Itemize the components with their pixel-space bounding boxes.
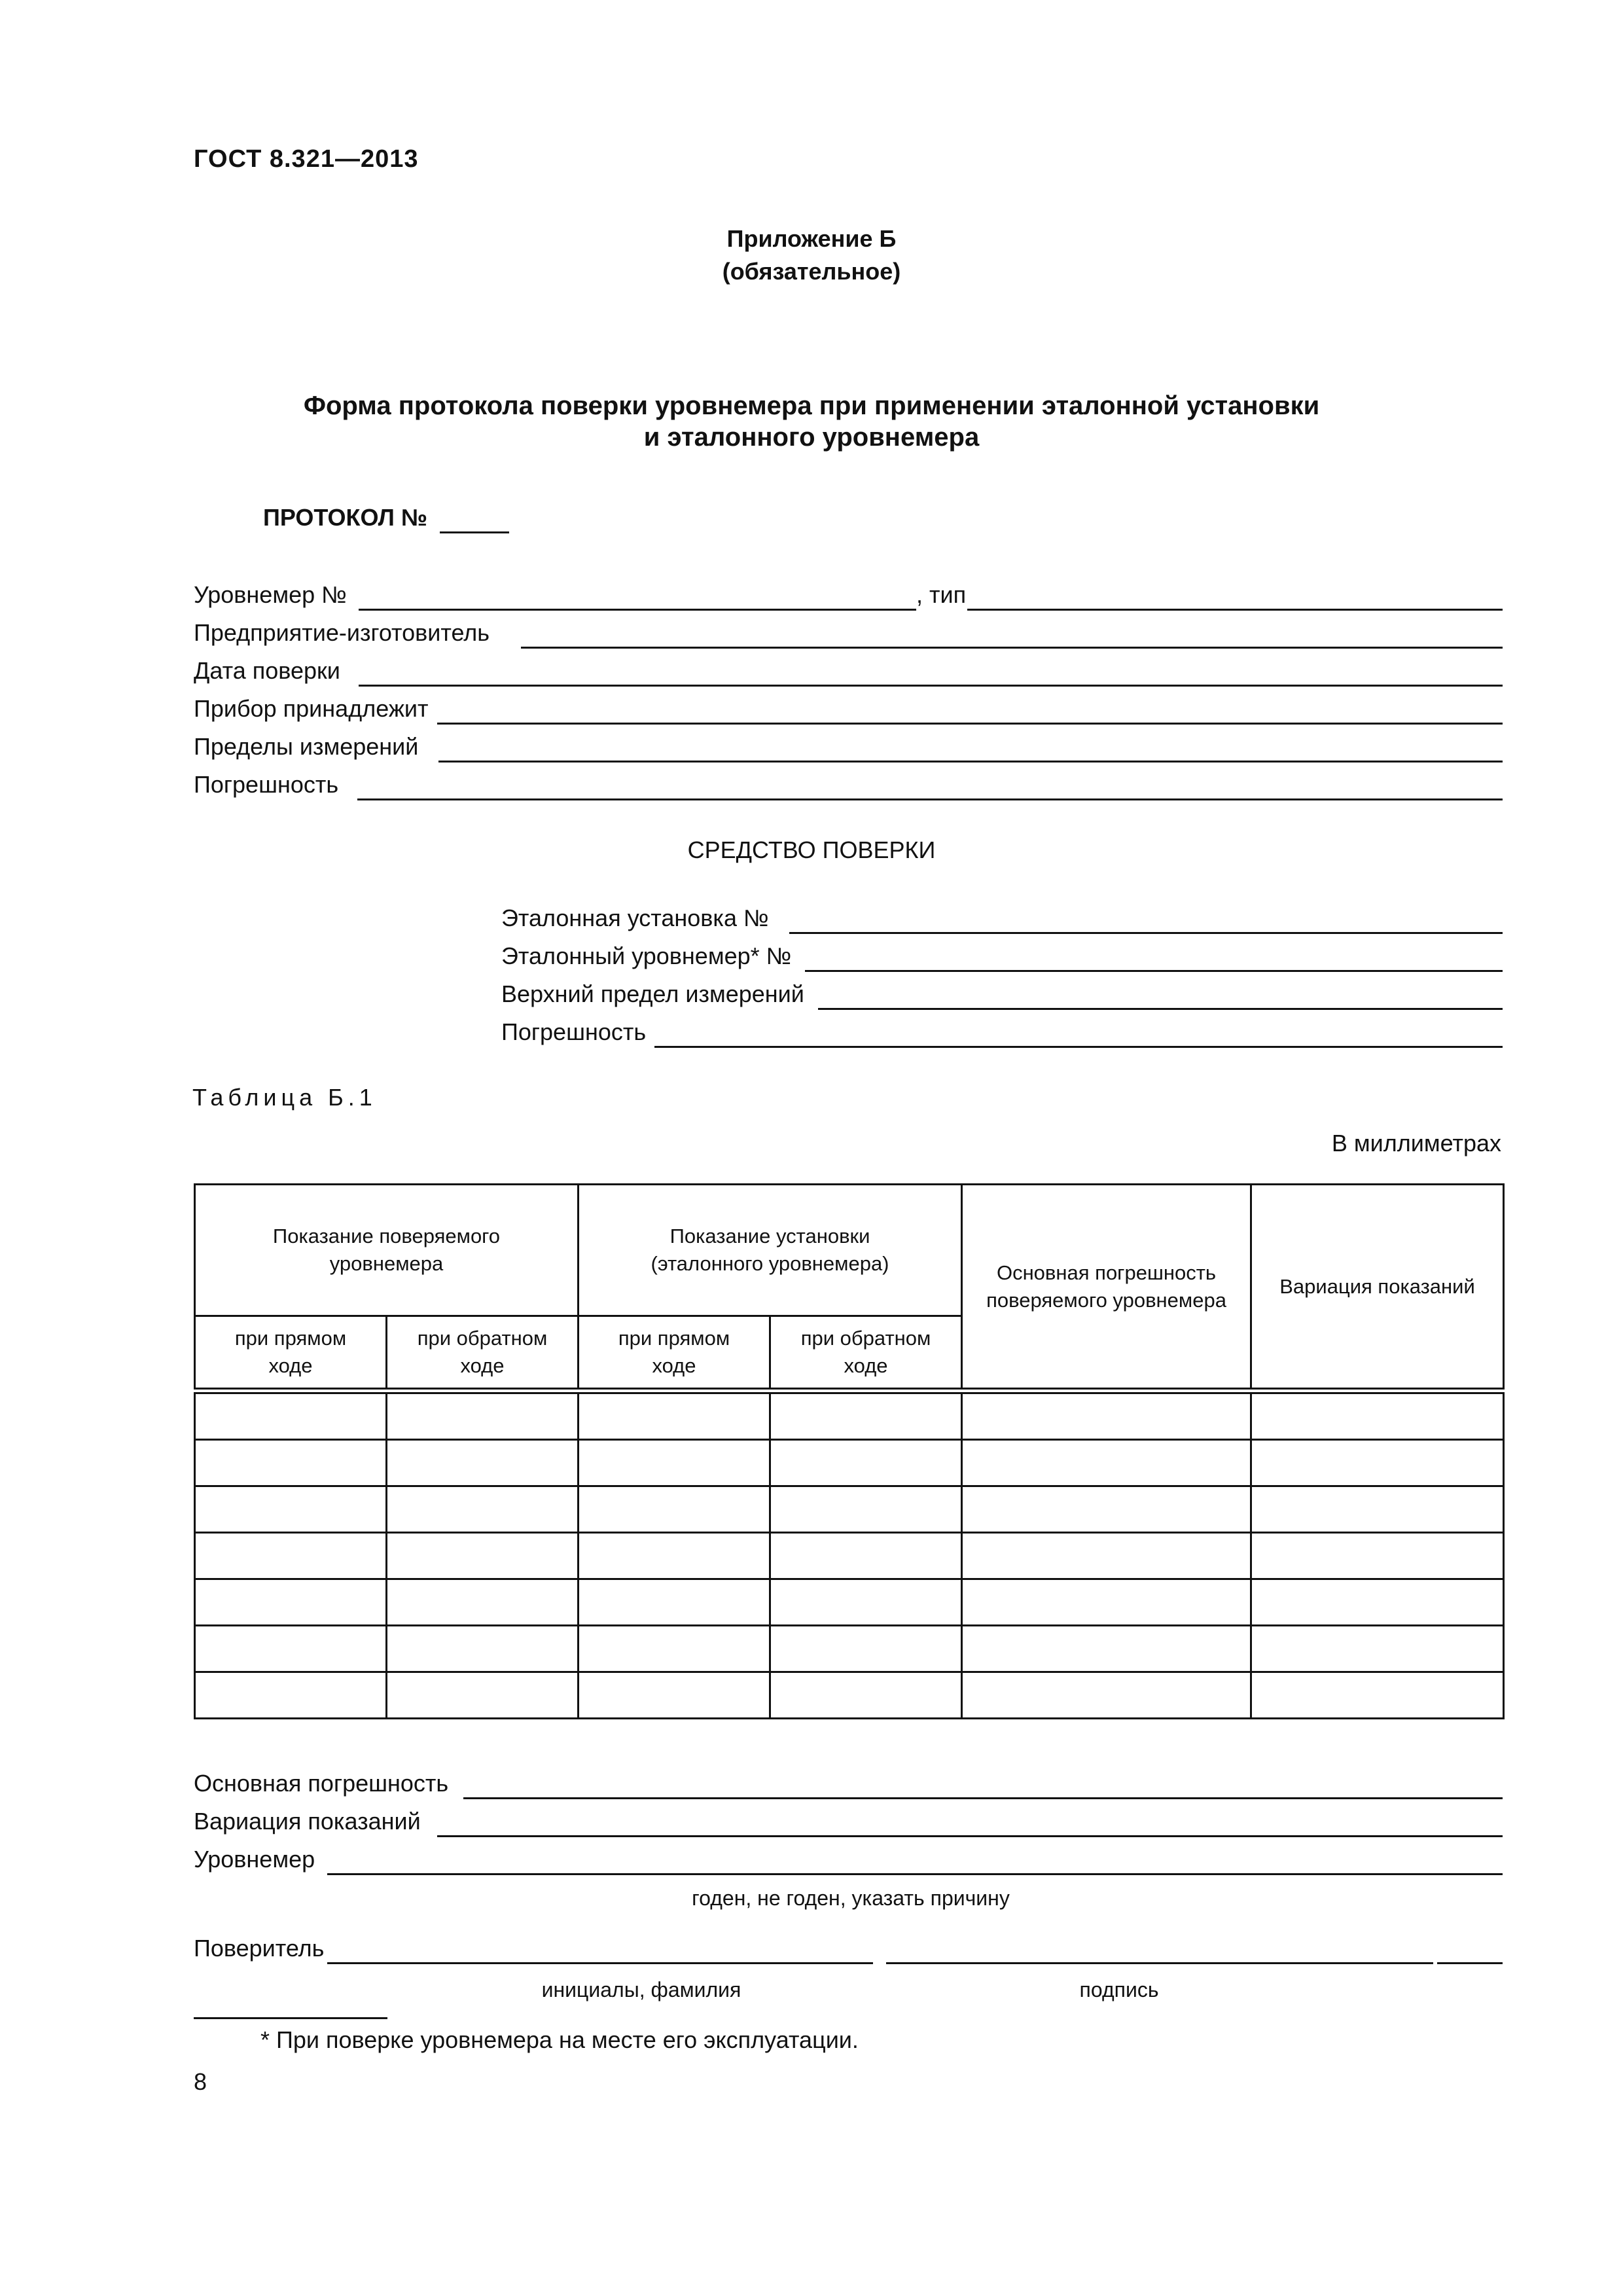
table-cell[interactable] [962, 1579, 1251, 1626]
upper-limit-line[interactable] [818, 1008, 1503, 1010]
table-cell[interactable] [195, 1391, 387, 1440]
table-cell[interactable] [1251, 1391, 1504, 1440]
table-row [195, 1391, 1504, 1440]
installation-header: Показание установки (эталонного уровнемера) [579, 1185, 962, 1316]
verification-date-line[interactable] [359, 685, 1503, 687]
type-label: , тип [916, 581, 967, 608]
reference-installation-label: Эталонная установка № [501, 905, 769, 931]
verification-date-label: Дата поверки [194, 657, 340, 684]
table-cell[interactable] [770, 1391, 962, 1440]
table-cell[interactable] [770, 1672, 962, 1719]
manufacturer-label: Предприятие-изготовитель [194, 619, 490, 646]
table-cell[interactable] [195, 1533, 387, 1579]
table-cell[interactable] [962, 1486, 1251, 1533]
verifier-signature-line[interactable] [886, 1962, 1433, 1964]
table-row [195, 1486, 1504, 1533]
table-cell[interactable] [579, 1440, 770, 1486]
table-cell[interactable] [579, 1391, 770, 1440]
manufacturer-line[interactable] [521, 647, 1503, 649]
table-cell[interactable] [195, 1440, 387, 1486]
owner-line[interactable] [437, 723, 1503, 725]
reference-error-line[interactable] [654, 1046, 1503, 1048]
tested-reverse-header: при обратном ходе [387, 1316, 579, 1391]
owner-label: Прибор принадлежит [194, 695, 429, 722]
gauge-verdict-line[interactable] [327, 1873, 1503, 1875]
table-cell[interactable] [195, 1672, 387, 1719]
reference-installation-line[interactable] [789, 932, 1503, 934]
table-cell[interactable] [387, 1440, 579, 1486]
basic-error-header: Основная погрешность поверяемого уровнемера [962, 1185, 1251, 1391]
form-title-line-2: и эталонного уровнемера [643, 423, 980, 452]
table-row [195, 1626, 1504, 1672]
table-cell[interactable] [770, 1626, 962, 1672]
table-cell[interactable] [962, 1626, 1251, 1672]
level-gauge-number-line[interactable] [359, 609, 916, 611]
verifier-extra-line [1437, 1962, 1503, 1964]
table-cell[interactable] [387, 1579, 579, 1626]
installation-reverse-header: при обратном ходе [770, 1316, 962, 1391]
reference-error-label: Погрешность [501, 1018, 647, 1045]
table-cell[interactable] [1251, 1440, 1504, 1486]
measurement-limits-label: Пределы измерений [194, 733, 419, 760]
table-cell[interactable] [770, 1579, 962, 1626]
type-line[interactable] [967, 609, 1503, 611]
gauge-verdict-label: Уровнемер [194, 1846, 315, 1873]
table-row [195, 1533, 1504, 1579]
table-cell[interactable] [1251, 1533, 1504, 1579]
error-label: Погрешность [194, 771, 339, 798]
basic-error-label: Основная погрешность [194, 1770, 449, 1797]
variation-label: Вариация показаний [194, 1808, 421, 1835]
signature-caption: подпись [1079, 1978, 1159, 2001]
verification-results-table [194, 1183, 1505, 1719]
name-caption: инициалы, фамилия [541, 1978, 741, 2001]
table-cell[interactable] [387, 1626, 579, 1672]
table-cell[interactable] [579, 1533, 770, 1579]
protocol-number-line[interactable] [440, 531, 509, 533]
table-units: В миллиметрах [1331, 1130, 1501, 1157]
table-cell[interactable] [962, 1533, 1251, 1579]
table-cell[interactable] [387, 1533, 579, 1579]
table-cell[interactable] [962, 1672, 1251, 1719]
gauge-verdict-caption: годен, не годен, указать причину [692, 1886, 1010, 1910]
annex-title: Приложение Б [726, 225, 897, 252]
tested-gauge-header: Показание поверяемого уровнемера [195, 1185, 579, 1316]
verifier-name-line[interactable] [327, 1962, 873, 1964]
table-row [195, 1440, 1504, 1486]
table-cell[interactable] [579, 1626, 770, 1672]
annex-status: (обязательное) [722, 258, 901, 285]
reference-gauge-line[interactable] [805, 970, 1503, 972]
variation-header: Вариация показаний [1251, 1185, 1504, 1391]
table-cell[interactable] [770, 1533, 962, 1579]
table-cell[interactable] [1251, 1626, 1504, 1672]
level-gauge-number-label: Уровнемер № [194, 581, 347, 608]
error-line[interactable] [357, 798, 1503, 800]
verifier-label: Поверитель [194, 1935, 325, 1962]
tested-forward-header: при прямом ходе [195, 1316, 387, 1391]
footnote-separator [194, 2017, 387, 2019]
table-title: Таблица Б.1 [192, 1084, 377, 1111]
footnote-text: * При поверке уровнемера на месте его эксплуатации. [260, 2026, 859, 2053]
table-cell[interactable] [579, 1486, 770, 1533]
table-cell[interactable] [579, 1579, 770, 1626]
table-cell[interactable] [962, 1440, 1251, 1486]
means-of-verification-title: СРЕДСТВО ПОВЕРКИ [687, 836, 936, 863]
document-standard-number: ГОСТ 8.321—2013 [194, 145, 419, 173]
measurement-limits-line[interactable] [438, 761, 1503, 762]
reference-gauge-label: Эталонный уровнемер* № [501, 942, 792, 969]
table-cell[interactable] [195, 1486, 387, 1533]
installation-forward-header: при прямом ходе [579, 1316, 770, 1391]
protocol-label: ПРОТОКОЛ № [263, 504, 427, 531]
basic-error-line[interactable] [463, 1797, 1503, 1799]
table-cell[interactable] [962, 1391, 1251, 1440]
table-cell[interactable] [195, 1579, 387, 1626]
table-cell[interactable] [1251, 1579, 1504, 1626]
variation-line[interactable] [437, 1835, 1503, 1837]
table-row [195, 1672, 1504, 1719]
table-cell[interactable] [770, 1486, 962, 1533]
table-cell[interactable] [387, 1486, 579, 1533]
form-title-line-1: Форма протокола поверки уровнемера при применении эталонной установки [303, 391, 1320, 420]
table-cell[interactable] [387, 1672, 579, 1719]
table-cell[interactable] [1251, 1486, 1504, 1533]
upper-limit-label: Верхний предел измерений [501, 980, 804, 1007]
table-row [195, 1579, 1504, 1626]
table-cell[interactable] [195, 1626, 387, 1672]
table-cell[interactable] [387, 1391, 579, 1440]
table-cell[interactable] [579, 1672, 770, 1719]
table-cell[interactable] [1251, 1672, 1504, 1719]
page-number: 8 [194, 2068, 207, 2095]
table-cell[interactable] [770, 1440, 962, 1486]
